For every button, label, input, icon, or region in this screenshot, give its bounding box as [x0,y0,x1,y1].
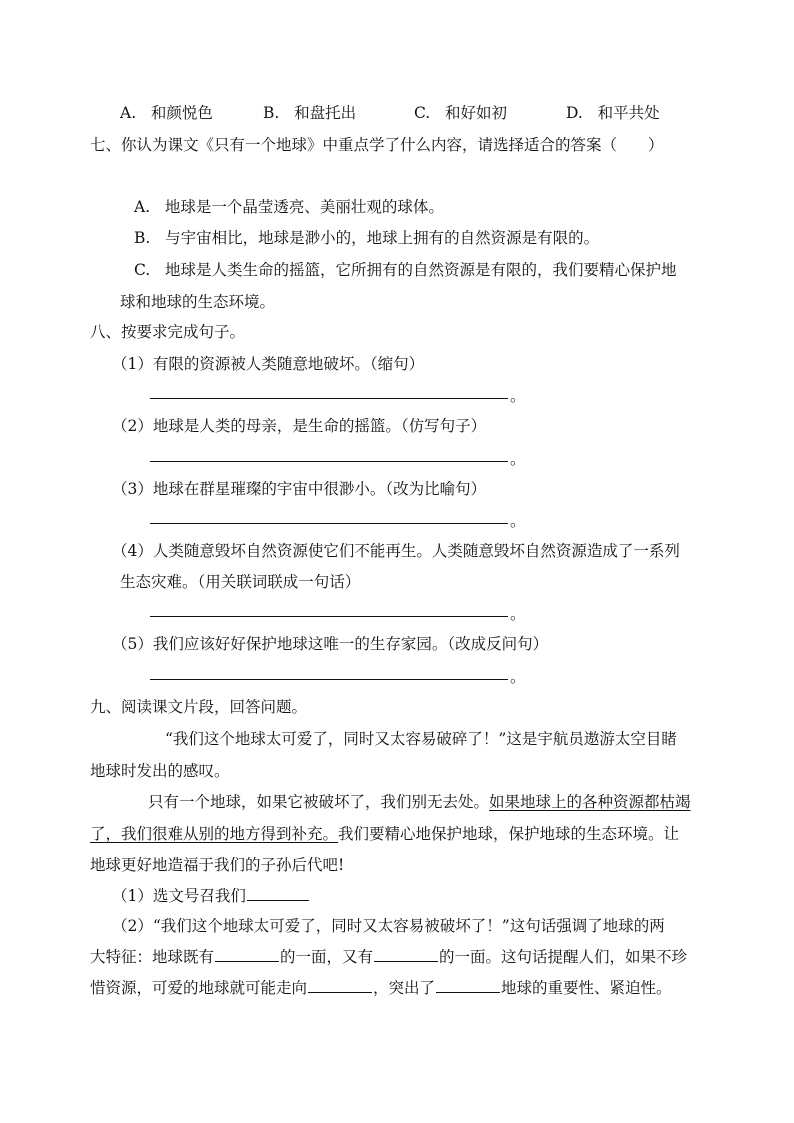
answer-line-3[interactable] [150,523,508,524]
fill-blank-2[interactable] [215,960,279,962]
passage-para1-line2: 地球时发出的感叹。 [90,762,230,780]
q8-item-3: （3）地球在群星璀璨的宇宙中很渺小。（改为比喻句） [112,480,487,498]
q6-option-b: B. 和盘托出 [263,104,357,122]
q9-sub2-line2: 大特征：地球既有 的一面，又有 的一面。这句话提醒人们，如果不珍 [90,948,688,966]
answer-period-4: 。 [510,605,526,623]
q7-title: 七、你认为课文《只有一个地球》中重点学了什么内容，请选择适合的答案（ ） [90,136,664,154]
q8-item-4: （4）人类随意毁坏自然资源使它们不能再生。人类随意毁坏自然资源造成了一系列 [112,542,680,560]
q6-option-c: C. 和好如初 [414,104,508,122]
q7-option-a: A. 地球是一个晶莹透亮、美丽壮观的球体。 [134,198,444,216]
answer-line-2[interactable] [150,461,508,462]
q8-item-4-cont: 生态灾难。（用关联词联成一句话） [120,573,361,591]
answer-period-3: 。 [510,512,526,530]
answer-line-5[interactable] [150,679,508,680]
underlined-sentence-part2: 了，我们很难从别的地方得到补充。 [90,825,339,843]
fill-blank-4[interactable] [308,991,372,993]
passage-para2-line1: 只有一个地球，如果它被破坏了，我们别无去处。如果地球上的各种资源都枯竭 [148,793,691,811]
answer-line-4[interactable] [150,616,508,617]
q9-sub2-line3: 惜资源，可爱的地球就可能走向 ，突出了 地球的重要性、紧迫性。 [90,979,672,997]
fill-blank-1[interactable] [247,899,309,901]
q7-option-c-cont: 球和地球的生态环境。 [120,293,276,311]
passage-para1-line1: “我们这个地球太可爱了，同时又太容易破碎了！”这是宇航员遨游太空目睹 [165,730,677,748]
answer-period-5: 。 [510,668,526,686]
q7-option-b: B. 与宇宙相比，地球是渺小的，地球上拥有的自然资源是有限的。 [134,229,600,247]
passage-para2-line3: 地球更好地造福于我们的子孙后代吧! [90,856,345,874]
q9-sub1: （1）选文号召我们 [112,884,310,906]
underlined-sentence-part1: 如果地球上的各种资源都枯竭 [489,793,691,811]
q9-sub2-line1: （2）“我们这个地球太可爱了，同时又太容易被破坏了！”这句话强调了地球的两 [112,917,665,935]
answer-period-1: 。 [510,387,526,405]
q6-option-d: D. 和平共处 [566,104,660,122]
q6-option-a: A. 和颜悦色 [120,104,213,122]
answer-line-1[interactable] [150,398,508,399]
q7-option-c: C. 地球是人类生命的摇篮，它所拥有的自然资源是有限的，我们要精心保护地 [134,261,677,279]
answer-period-2: 。 [510,450,526,468]
q8-item-2: （2）地球是人类的母亲，是生命的摇篮。（仿写句子） [112,417,487,435]
q9-title: 九、阅读课文片段，回答问题。 [90,698,308,716]
fill-blank-5[interactable] [436,991,500,993]
q8-item-5: （5）我们应该好好保护地球这唯一的生存家园。（改成反问句） [112,635,549,653]
q8-title: 八、按要求完成句子。 [90,323,246,341]
q8-item-1: （1）有限的资源被人类随意地破坏。（缩句） [112,355,425,373]
fill-blank-3[interactable] [374,960,438,962]
passage-para2-line2: 了，我们很难从别的地方得到补充。我们要精心地保护地球，保护地球的生态环境。让 [90,825,680,843]
